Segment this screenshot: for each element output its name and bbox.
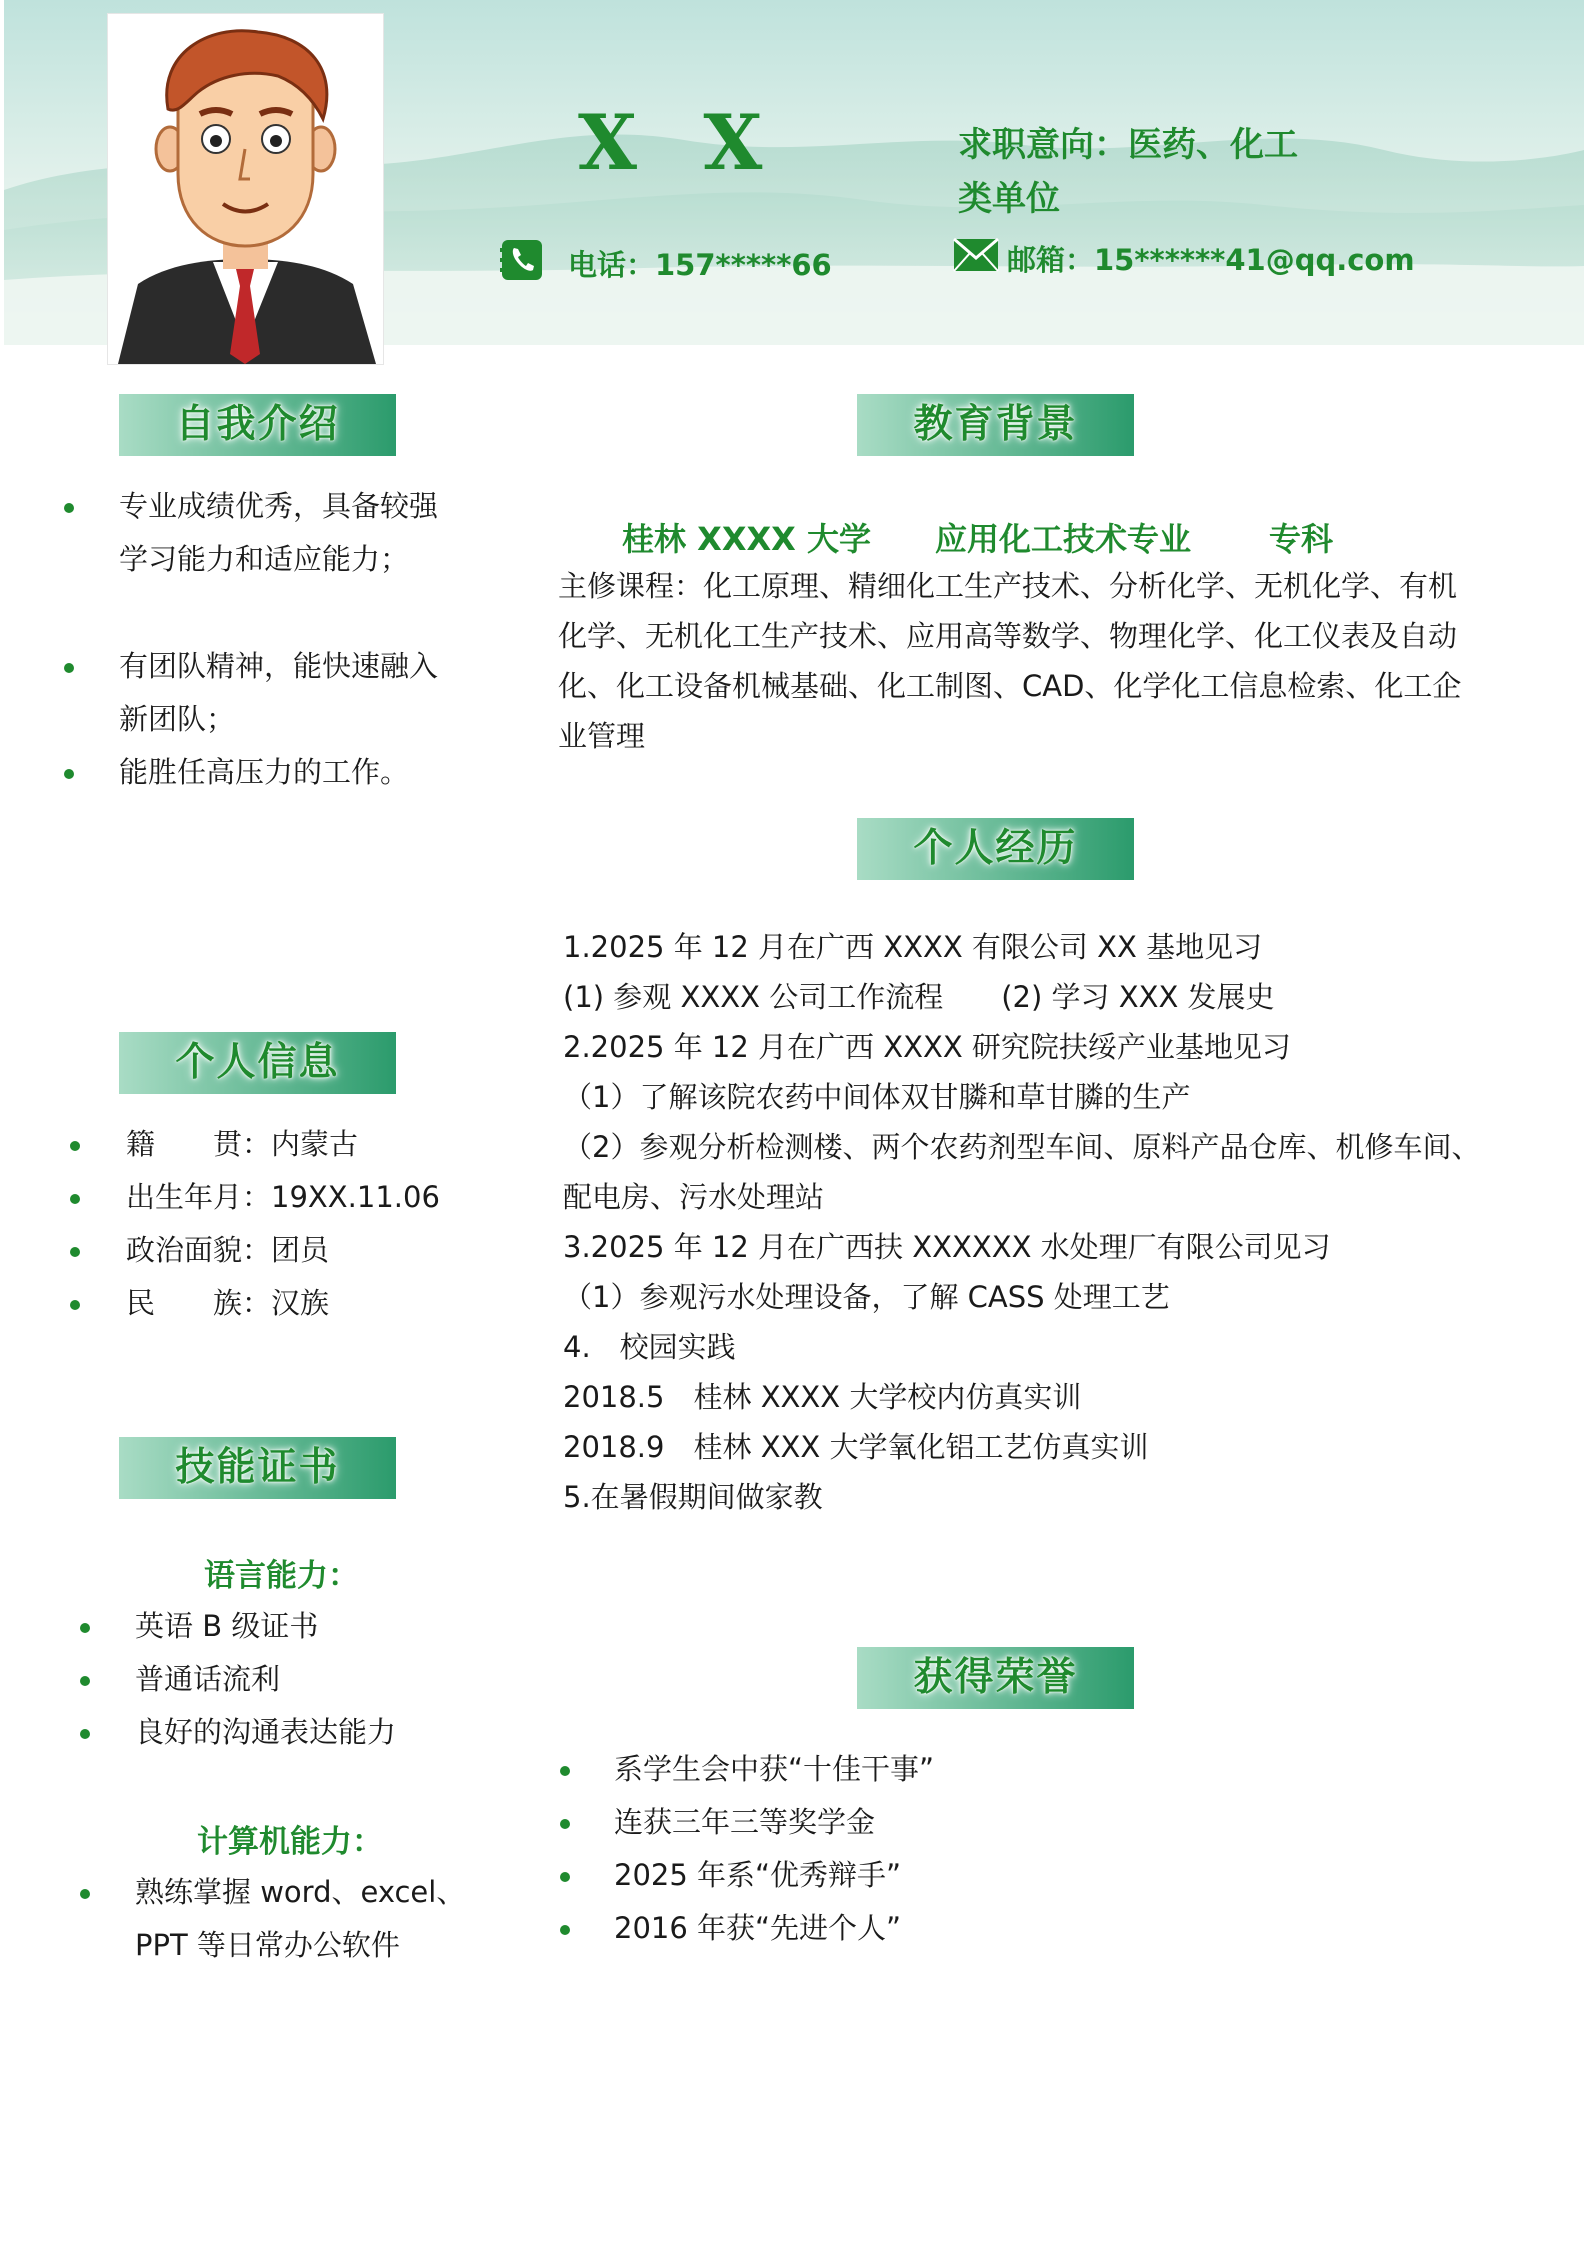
honors-title: 获得荣誉: [857, 1647, 1134, 1709]
experience-line: （1）参观污水处理设备，了解 CASS 处理工艺: [563, 1280, 1170, 1314]
experience-line: （1）了解该院农药中间体双甘膦和草甘膦的生产: [563, 1080, 1191, 1114]
school-name: 桂林 XXXX 大学: [622, 520, 871, 558]
courses-text: 主修课程：化工原理、精细化工生产技术、分析化学、无机化学、有机化学、无机化工生产技术、应用高等数学、物理化学、化工仪表及自动化、化工设备机械基础、化工制图、CAD、化学化工信息检索、化工企业管理: [558, 569, 1462, 753]
phone-contact: [500, 238, 832, 289]
info-item-ethnicity: 民 族：汉族: [70, 1277, 470, 1330]
phone-icon: [500, 238, 544, 289]
education-header: [622, 514, 1333, 560]
candidate-name: X X: [578, 98, 783, 187]
list-item: 2016 年获“先进个人”: [560, 1902, 1260, 1955]
list-item: 连获三年三等奖学金: [560, 1796, 1260, 1849]
experience-line: 3.2025 年 12 月在广西扶 XXXXXX 水处理厂有限公司见习: [563, 1230, 1331, 1264]
phone-text: 电话：157*****66: [568, 248, 832, 282]
experience-title: 个人经历: [857, 818, 1134, 880]
job-intent: 求职意向：医药、化工类单位: [958, 125, 1298, 219]
computer-subtitle: 计算机能力：: [197, 1824, 383, 1860]
experience-list: [563, 922, 1503, 1522]
skills-title: 技能证书: [119, 1437, 396, 1499]
experience-line: 2.2025 年 12 月在广西 XXXX 研究院扶绥产业基地见习: [563, 1030, 1291, 1064]
language-subtitle: 语言能力：: [204, 1558, 359, 1594]
email-contact: [953, 238, 1415, 279]
list-item: 有团队精神，能快速融入新团队；: [64, 640, 444, 746]
avatar-icon: [108, 14, 383, 364]
info-item-birth: 出生年月：19XX.11.06: [70, 1171, 470, 1224]
experience-line: 4. 校园实践: [563, 1330, 736, 1364]
experience-line: (1) 参观 XXXX 公司工作流程 (2) 学习 XXX 发展史: [563, 980, 1275, 1014]
honors-list: [560, 1743, 1260, 1955]
degree-level: 专科: [1269, 520, 1334, 558]
experience-line: 1.2025 年 12 月在广西 XXXX 有限公司 XX 基地见习: [563, 930, 1263, 964]
personal-info-title: 个人信息: [119, 1032, 396, 1094]
list-item: 2025 年系“优秀辩手”: [560, 1849, 1260, 1902]
experience-line: 5.在暑假期间做家教: [563, 1480, 823, 1514]
list-item: 英语 B 级证书: [80, 1600, 460, 1653]
info-item-native-place: 籍 贯：内蒙古: [70, 1118, 470, 1171]
language-list: [80, 1600, 460, 1759]
list-item: 系学生会中获“十佳干事”: [560, 1743, 1260, 1796]
email-text: 邮箱：15******41@qq.com: [1007, 243, 1415, 277]
major-name: 应用化工技术专业: [935, 520, 1192, 558]
list-item: 良好的沟通表达能力: [80, 1706, 460, 1759]
list-item: 普通话流利: [80, 1653, 460, 1706]
education-title: 教育背景: [857, 394, 1134, 456]
computer-list: [80, 1866, 490, 1972]
experience-line: 2018.9 桂林 XXX 大学氧化铝工艺仿真实训: [563, 1430, 1149, 1464]
list-item: 熟练掌握 word、excel、PPT 等日常办公软件: [80, 1866, 490, 1972]
personal-info-list: [70, 1118, 470, 1330]
profile-photo: [108, 14, 383, 364]
self-intro-title: 自我介绍: [119, 394, 396, 456]
self-intro-list: [64, 480, 444, 799]
info-item-political: 政治面貌：团员: [70, 1224, 470, 1277]
envelope-icon: [953, 238, 999, 279]
experience-line: 2018.5 桂林 XXXX 大学校内仿真实训: [563, 1380, 1082, 1414]
list-item: 能胜任高压力的工作。: [64, 746, 444, 799]
list-item: 专业成绩优秀，具备较强学习能力和适应能力；: [64, 480, 444, 640]
experience-line: 配电房、污水处理站: [563, 1180, 825, 1214]
experience-line: （2）参观分析检测楼、两个农药剂型车间、原料产品仓库、机修车间、: [563, 1130, 1481, 1164]
